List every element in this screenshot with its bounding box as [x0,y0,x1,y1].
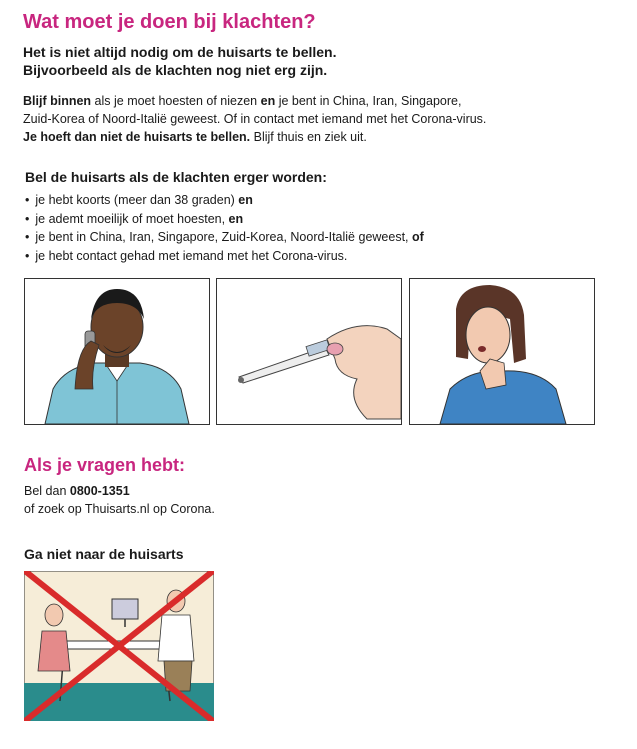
illustration-coughing [409,278,595,425]
list-item: • je hebt koorts (meer dan 38 graden) en [25,191,625,210]
paragraph-line-3 [23,128,623,146]
lead-line-1: Het is niet altijd nodig om de huisarts te bellen. [23,44,337,60]
questions-prefix: Bel dan [24,484,70,498]
doctor-visit-crossed-image [24,571,214,721]
lead-line-2: Bijvoorbeeld als de klachten nog niet erg zijn. [23,62,328,78]
no-call-bold: Je hoeft dan niet de huisarts te bellen. [23,130,251,144]
man-calling-image [25,279,209,424]
illustration-thermometer [216,278,402,425]
lead-text [23,43,337,79]
questions-heading: Als je vragen hebt: [24,455,186,475]
paragraph-text: je bent in China, Iran, Singapore, [275,94,462,108]
symptom-list [25,191,625,265]
list-item: • je ademt moeilijk of moet hoesten, en [25,210,625,229]
questions-line-1 [24,482,215,500]
woman-coughing-image [410,279,594,424]
page-title: Wat moet je doen bij klachten? [23,11,316,33]
illustration-phone-call [24,278,210,425]
paragraph-line-1 [23,92,623,110]
phone-number: 0800-1351 [69,484,130,498]
stay-inside-bold: Blijf binnen [23,94,92,108]
paragraph-text: Blijf thuis en ziek uit. [250,130,367,144]
call-doctor-heading: Bel de huisarts als de klachten erger worden: [25,169,327,185]
paragraph-text: als je moet hoesten of niezen [91,94,261,108]
list-item: • je bent in China, Iran, Singapore, Zuid-Korea, Noord-Italië geweest, of [25,228,625,247]
thermometer-image [217,279,401,424]
illustration-doctor-visit [24,571,214,721]
questions-line-2: of zoek op Thuisarts.nl op Corona. [24,502,215,516]
stay-inside-paragraph [23,92,623,146]
conjunction-en: en [260,94,276,108]
questions-text [24,482,215,518]
paragraph-line-2: Zuid-Korea of Noord-Italië geweest. Of in contact met iemand met het Corona-virus. [23,112,487,126]
no-go-heading: Ga niet naar de huisarts [24,546,184,562]
list-item: • je hebt contact gehad met iemand met het Corona-virus. [25,247,625,266]
